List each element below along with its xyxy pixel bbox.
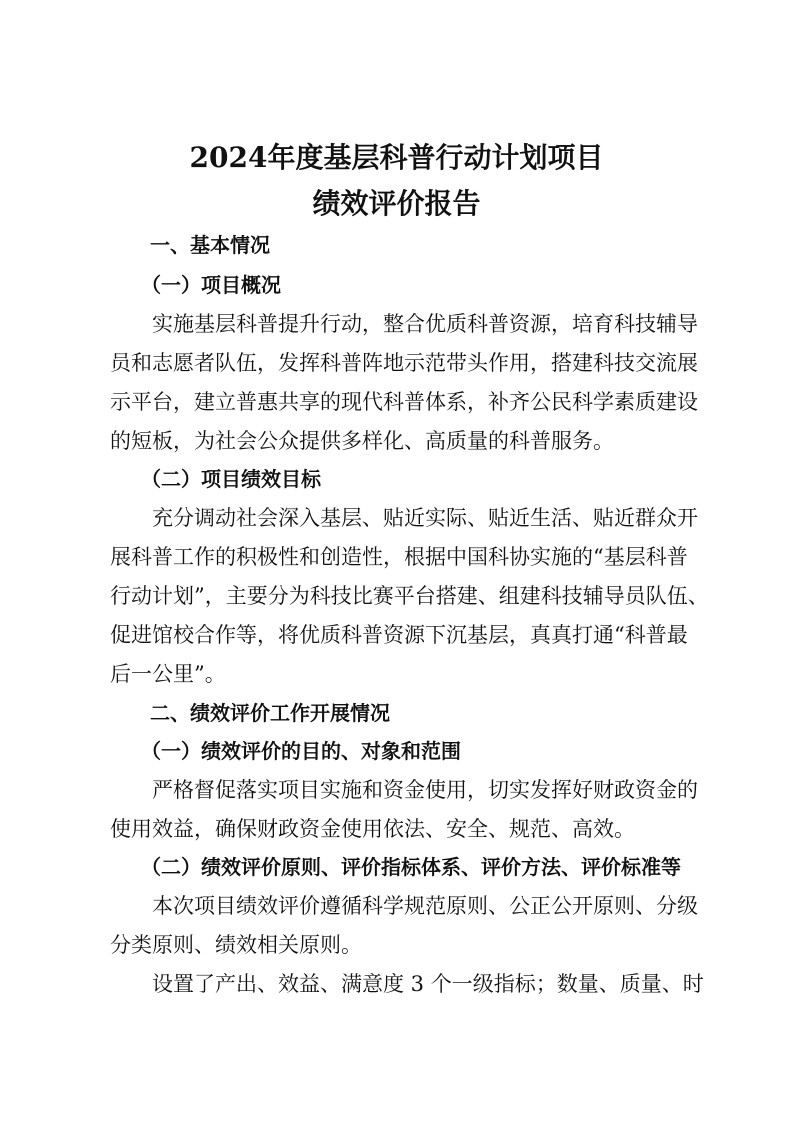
paragraph-line: 展科普工作的积极性和创造性，根据中国科协实施的“基层科普: [110, 545, 688, 569]
subsection-heading-principles-methods: （二）绩效评价原则、评价指标体系、评价方法、评价标准等: [141, 855, 681, 879]
paragraph-line: 的短板，为社会公众提供多样化、高质量的科普服务。: [110, 429, 614, 453]
paragraph-line: 员和志愿者队伍，发挥科普阵地示范带头作用，搭建科技交流展: [110, 351, 698, 375]
report-title-line-1: 2024年度基层科普行动计划项目: [189, 141, 604, 174]
paragraph-line: 设置了产出、效益、满意度 3 个一级指标；数量、质量、时: [152, 972, 704, 996]
paragraph-line: 严格督促落实项目实施和资金使用，切实发挥好财政资金的: [152, 778, 698, 802]
section-heading-evaluation-work: 二、绩效评价工作开展情况: [150, 701, 390, 725]
paragraph-line: 分类原则、绩效相关原则。: [110, 933, 362, 957]
section-heading-basic-info: 一、基本情况: [150, 233, 270, 257]
report-title-line-2: 绩效评价报告: [312, 187, 481, 220]
paragraph-line: 后一公里”。: [110, 662, 226, 686]
paragraph-line: 充分调动社会深入基层、贴近实际、贴近生活、贴近群众开: [152, 506, 698, 530]
paragraph-line: 本次项目绩效评价遵循科学规范原则、公正公开原则、分级: [152, 894, 698, 918]
subsection-heading-purpose-scope: （一）绩效评价的目的、对象和范围: [141, 739, 461, 763]
paragraph-line: 使用效益，确保财政资金使用依法、安全、规范、高效。: [110, 817, 635, 841]
paragraph-line: 行动计划”，主要分为科技比赛平台搭建、组建科技辅导员队伍、: [110, 584, 709, 608]
paragraph-line: 示平台，建立普惠共享的现代科普体系，补齐公民科学素质建设: [110, 390, 698, 414]
paragraph-line: 实施基层科普提升行动，整合优质科普资源，培育科技辅导: [152, 312, 698, 336]
subsection-heading-project-overview: （一）项目概况: [141, 273, 281, 297]
subsection-heading-performance-goals: （二）项目绩效目标: [141, 467, 321, 491]
paragraph-line: 促进馆校合作等，将优质科普资源下沉基层，真真打通“科普最: [110, 623, 688, 647]
